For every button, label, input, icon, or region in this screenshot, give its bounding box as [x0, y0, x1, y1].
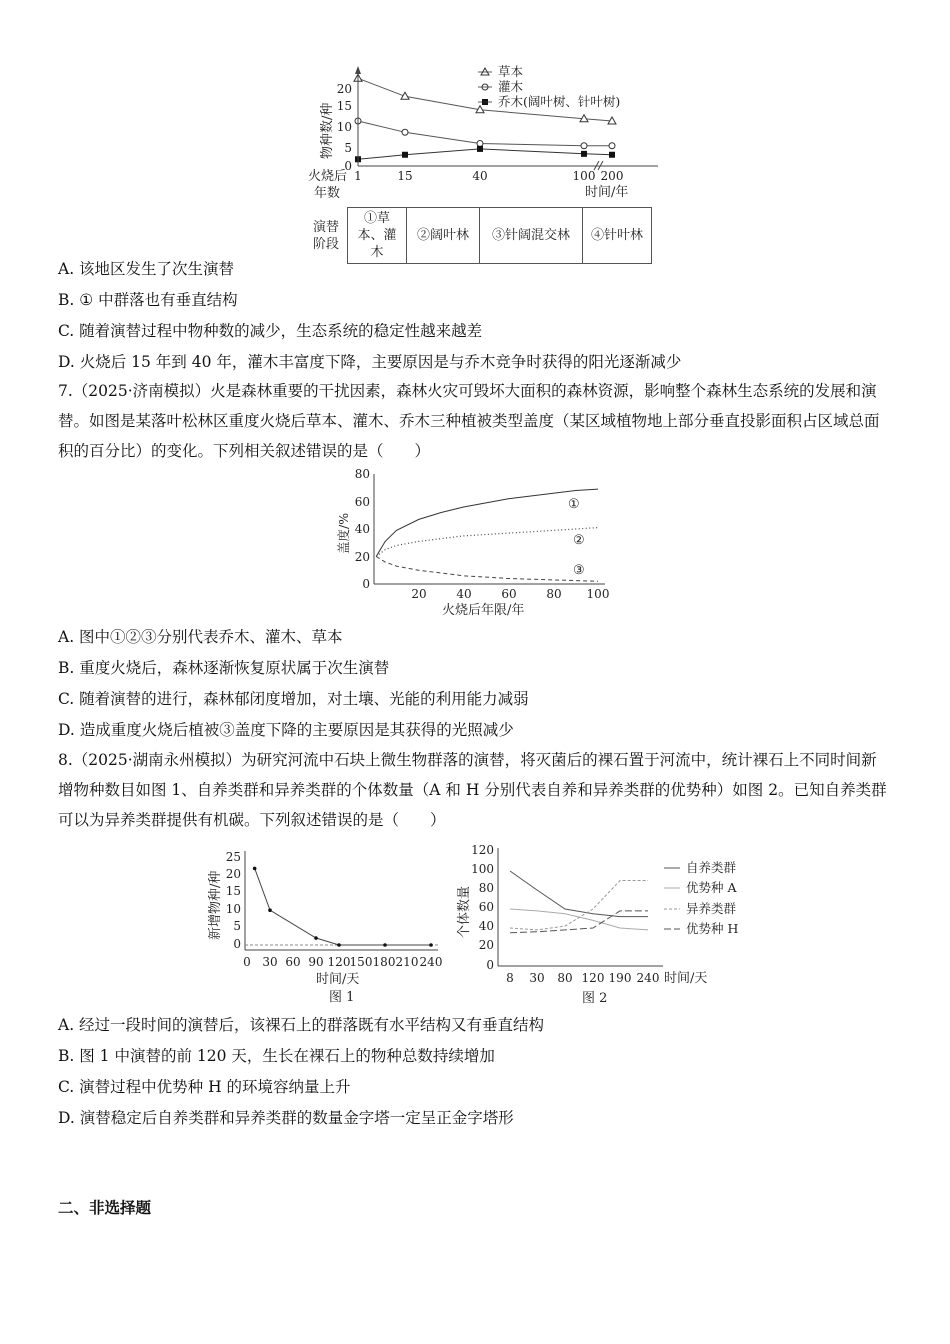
- q6-tree-point: [477, 146, 483, 152]
- q7-stem: 7.（2025·济南模拟）火是森林重要的干扰因素，森林火灾可毁坏大面积的森林资源，影响整个森林生态系统的发展和演替。如图是某落叶松林区重度火烧后草本、灌木、乔木三种植被类型盖度（某区域植物地上部分垂直投影面积占区域总面积的百分比）的变化。下列相关叙述错误的是（ ）: [58, 382, 880, 460]
- q7-option-d: D. 造成重度火烧后植被③盖度下降的主要原因是其获得的光照减少: [58, 721, 514, 739]
- q8f2-legend-label: 异养类群: [686, 901, 737, 916]
- q8f1-point: [268, 908, 272, 912]
- q8f2-legend-label: 优势种 H: [686, 921, 739, 936]
- q8-option-a: A. 经过一段时间的演替后，该裸石上的群落既有水平结构又有垂直结构: [58, 1016, 545, 1034]
- q8f1-ytick: 10: [225, 902, 241, 916]
- q7-ytick: 40: [354, 522, 370, 536]
- q6-legend-triangle-icon: [481, 68, 489, 75]
- q8f1-point: [383, 943, 387, 947]
- q8-figure-1: [195, 845, 450, 1007]
- q6-legend-label: 灌木: [498, 79, 524, 94]
- q6-ytick: 15: [336, 99, 352, 113]
- q8f2-ytick: 120: [471, 843, 494, 857]
- q6-stage-cell: ③针阔混交林: [480, 208, 583, 264]
- q8f2-ytick: 20: [478, 938, 494, 952]
- q6-ytick: 5: [344, 141, 352, 155]
- q7-series-line: [376, 528, 598, 557]
- q8f1-ytick: 5: [233, 919, 241, 933]
- q8f2-xtick: 190: [608, 971, 632, 985]
- q8-figure-2: [448, 838, 758, 1008]
- q8f1-ytick: 20: [225, 867, 241, 881]
- q8-option-d: D. 演替稳定后自养类群和异养类群的数量金字塔一定呈正金字塔形: [58, 1109, 514, 1127]
- q7-series-label: ①: [568, 497, 580, 512]
- q6-shrub-point: [609, 143, 615, 149]
- q6-stage-cell: ④针叶林: [583, 208, 652, 264]
- q7-xtick: 40: [456, 587, 472, 601]
- q6-chart: [300, 58, 670, 208]
- q8f1-ylabel: 新增物种/种: [208, 870, 223, 940]
- q8f1-xtick: 180: [372, 955, 396, 969]
- q6-shrub-point: [402, 129, 408, 135]
- q7-ytick: 60: [354, 495, 370, 509]
- q8-option-b: B. 图 1 中演替的前 120 天，生长在裸石上的物种总数持续增加: [58, 1047, 495, 1065]
- q8f2-ytick: 80: [478, 881, 494, 895]
- q8f1-point: [337, 943, 341, 947]
- q7-xtick: 20: [411, 587, 427, 601]
- section-heading: 二、非选择题: [58, 1199, 152, 1217]
- q6-shrub-point: [477, 141, 483, 147]
- q8f1-xtick: 0: [243, 955, 251, 969]
- q6-xtick: 100: [572, 169, 596, 183]
- q6-stage-cell: ①草本、灌木: [348, 208, 407, 264]
- q6-stage-row: [305, 208, 652, 264]
- q8f2-caption: 图 2: [582, 991, 608, 1006]
- q8f2-ytick: 100: [471, 862, 494, 876]
- q6-tree-point: [609, 152, 615, 158]
- q8-stem: 8.（2025·湖南永州模拟）为研究河流中石块上微生物群落的演替，将灭菌后的裸石置于河流中，统计裸石上不同时间新增物种数目如图 1、自养类群和异养类群的个体数量（A 和 H 分别代表自养和异养类群的优势种）如图 2。已知自养类群可以为异养类群提供有机碳。下列叙述错误的是（ ）: [58, 751, 887, 829]
- q8f2-series-line: [510, 871, 648, 917]
- q6-xtick: 15: [397, 169, 413, 183]
- q8f2-legend-label: 优势种 A: [686, 880, 737, 895]
- q8f2-xtick: 30: [529, 971, 545, 985]
- q6-xtick: 200: [600, 169, 624, 183]
- q6-stage-table: [305, 207, 652, 264]
- q7-option-b: B. 重度火烧后，森林逐渐恢复原状属于次生演替: [58, 659, 390, 677]
- q7-ytick: 80: [354, 467, 370, 481]
- q7-xtick: 60: [501, 587, 517, 601]
- q6-series-line: [358, 121, 612, 146]
- q8f2-xlabel: 时间/天: [664, 971, 708, 986]
- q8f1-xtick: 90: [308, 955, 324, 969]
- q7-xtick: 100: [586, 587, 610, 601]
- q8-option-c: C. 演替过程中优势种 H 的环境容纳量上升: [58, 1078, 351, 1096]
- q8f1-caption: 图 1: [329, 990, 355, 1005]
- q7-ylabel: 盖度/%: [336, 512, 351, 554]
- q7-xlabel: 火烧后年限/年: [442, 603, 525, 618]
- q7-series-label: ②: [573, 533, 585, 548]
- q8f2-xtick: 240: [636, 971, 660, 985]
- q6-row-label: [308, 168, 347, 201]
- q7-series-line: [376, 489, 598, 556]
- q8f2-ytick: 60: [478, 900, 494, 914]
- q8f1-ytick: 15: [225, 884, 241, 898]
- q8f1-point: [253, 867, 257, 871]
- q8f1-xlabel: 时间/天: [316, 972, 360, 987]
- q8f1-xtick: 120: [327, 955, 351, 969]
- q6-tree-point: [402, 152, 408, 158]
- q6-shrub-point: [581, 143, 587, 149]
- q6-ytick: 10: [336, 120, 352, 134]
- q6-row-label-1: 火烧后: [308, 169, 348, 184]
- q8f1-xtick: 150: [349, 955, 373, 969]
- q6-stage-header: 演替阶段: [305, 208, 348, 264]
- q6-legend-label: 乔木(阔叶树、针叶树): [498, 94, 621, 109]
- q6-option-d: D. 火烧后 15 年到 40 年，灌木丰富度下降，主要原因是与乔木竞争时获得的阳光逐渐减少: [58, 353, 682, 371]
- q8f1-ytick: 25: [225, 850, 241, 864]
- q6-series-line: [358, 149, 612, 159]
- q6-option-c: C. 随着演替过程中物种数的减少，生态系统的稳定性越来越差: [58, 322, 483, 340]
- q7-ytick: 0: [362, 577, 370, 591]
- q8f2-ytick: 40: [478, 919, 494, 933]
- q8f1-ytick: 0: [233, 937, 241, 951]
- q7-series-line: [376, 557, 598, 582]
- q8f2-legend: [664, 860, 738, 936]
- q8f2-xtick: 120: [581, 971, 605, 985]
- q8f2-series-line: [510, 881, 648, 930]
- q8f2-xtick: 80: [557, 971, 573, 985]
- q6-ytick: 20: [336, 82, 352, 96]
- q6-legend: [478, 64, 620, 109]
- q6-xtick: 40: [472, 169, 488, 183]
- q6-tree-point: [581, 151, 587, 157]
- q6-xlabel: 时间/年: [585, 185, 629, 200]
- q8f1-xtick: 60: [285, 955, 301, 969]
- q6-option-b: B. ① 中群落也有垂直结构: [58, 291, 238, 309]
- q8f2-series-line: [510, 909, 648, 930]
- q6-y-arrow: [355, 66, 361, 74]
- q6-ylabel: 物种数/种: [320, 102, 335, 159]
- q7-option-c: C. 随着演替的进行，森林郁闭度增加，对土壤、光能的利用能力减弱: [58, 690, 529, 708]
- q7-xtick: 80: [546, 587, 562, 601]
- q8f1-point: [314, 936, 318, 940]
- q6-ytick: 0: [344, 159, 352, 173]
- q8f1-xtick: 210: [395, 955, 419, 969]
- q8f1-series-line: [255, 868, 431, 945]
- q6-option-a: A. 该地区发生了次生演替: [58, 260, 235, 278]
- q8f2-ylabel: 个体数量: [457, 885, 472, 938]
- q8f2-legend-label: 自养类群: [686, 860, 737, 875]
- q7-ytick: 20: [354, 550, 370, 564]
- q7-chart: [330, 464, 620, 620]
- q8f1-xtick: 240: [419, 955, 443, 969]
- q6-xtick: 1: [354, 169, 362, 183]
- q7-series-label: ③: [573, 563, 585, 578]
- q6-row-label-2: 年数: [314, 186, 341, 201]
- q8f2-ytick: 0: [486, 958, 494, 972]
- q6-stage-cell: ②阔叶林: [407, 208, 480, 264]
- q6-legend-label: 草本: [498, 64, 524, 79]
- q8f1-xtick: 30: [262, 955, 278, 969]
- q8f2-xtick: 8: [506, 971, 514, 985]
- q7-option-a: A. 图中①②③分别代表乔木、灌木、草本: [58, 628, 343, 646]
- q8f1-point: [429, 943, 433, 947]
